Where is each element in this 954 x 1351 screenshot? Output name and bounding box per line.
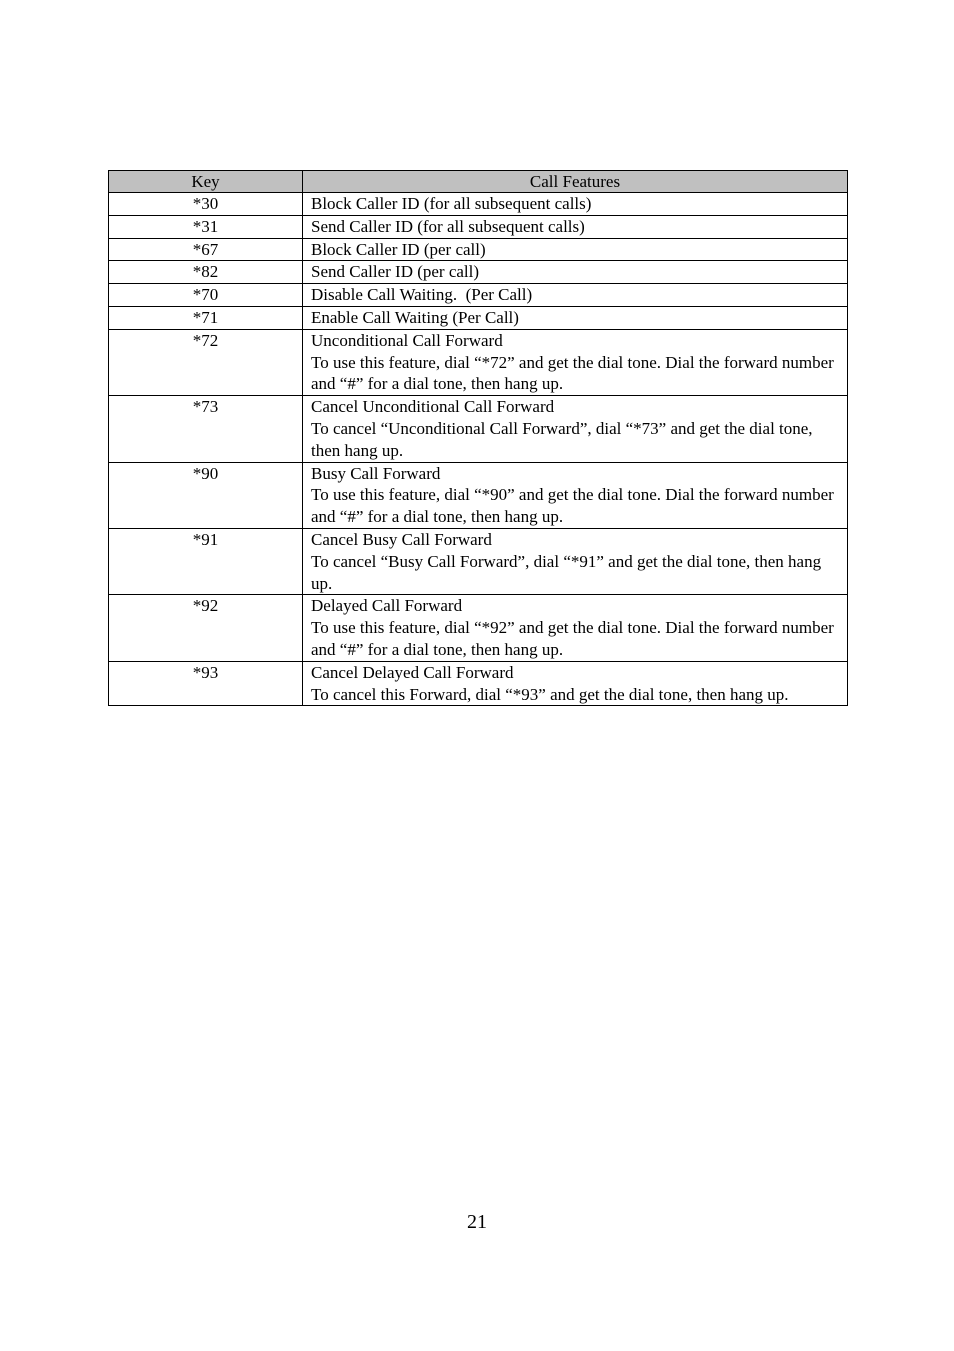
feature-description <box>303 284 848 307</box>
table-row <box>109 661 848 706</box>
feature-key: *67 <box>109 238 303 261</box>
feature-description <box>303 329 848 395</box>
feature-title: Cancel Unconditional Call Forward <box>311 397 555 417</box>
feature-detail: To use this feature, dial “*90” and get the dial tone. Dial the forward number and “#” for a dial tone, then hang up. <box>311 485 834 527</box>
table-row <box>109 261 848 284</box>
column-header-key: Key <box>109 171 303 193</box>
feature-detail: To cancel “Unconditional Call Forward”, dial “*73” and get the dial tone, then hang up. <box>311 418 813 460</box>
table-row <box>109 193 848 216</box>
feature-key: *70 <box>109 284 303 307</box>
table-row <box>109 528 848 594</box>
page-number: 21 <box>467 1211 487 1233</box>
feature-description <box>303 462 848 528</box>
feature-title: Unconditional Call Forward <box>311 330 503 350</box>
feature-detail: To use this feature, dial “*92” and get the dial tone. Dial the forward number and “#” for a dial tone, then hang up. <box>311 618 834 659</box>
feature-key: *92 <box>109 595 303 661</box>
table-row <box>109 595 848 661</box>
feature-description <box>303 238 848 261</box>
call-features-table <box>108 170 848 706</box>
feature-detail: To use this feature, dial “*72” and get the dial tone. Dial the forward number and “#” for a dial tone, then hang up. <box>311 352 834 394</box>
table-row <box>109 238 848 261</box>
feature-key: *91 <box>109 528 303 594</box>
feature-description <box>303 661 848 706</box>
feature-key: *72 <box>109 329 303 395</box>
table-header-row <box>109 171 848 193</box>
feature-detail: To cancel this Forward, dial “*93” and get the dial tone, then hang up. <box>311 684 789 704</box>
feature-description <box>303 595 848 661</box>
feature-description <box>303 261 848 284</box>
feature-description <box>303 528 848 594</box>
table-body <box>109 193 848 706</box>
feature-description <box>303 215 848 238</box>
feature-detail: To cancel “Busy Call Forward”, dial “*91” and get the dial tone, then hang up. <box>311 551 822 593</box>
feature-key: *30 <box>109 193 303 216</box>
feature-title: Send Caller ID (for all subsequent calls) <box>311 216 585 236</box>
feature-key: *82 <box>109 261 303 284</box>
feature-description <box>303 306 848 329</box>
feature-description <box>303 193 848 216</box>
feature-key: *93 <box>109 661 303 706</box>
feature-key: *71 <box>109 306 303 329</box>
table-row <box>109 306 848 329</box>
table-row <box>109 462 848 528</box>
feature-key: *31 <box>109 215 303 238</box>
feature-title: Cancel Delayed Call Forward <box>311 662 514 682</box>
feature-title: Send Caller ID (per call) <box>311 262 480 282</box>
column-header-call-features: Call Features <box>303 171 848 193</box>
feature-key: *90 <box>109 462 303 528</box>
feature-title: Block Caller ID (per call) <box>311 239 486 259</box>
feature-title: Enable Call Waiting (Per Call) <box>311 307 519 327</box>
table-row <box>109 284 848 307</box>
feature-title: Cancel Busy Call Forward <box>311 529 492 549</box>
feature-title: Block Caller ID (for all subsequent calls) <box>311 194 592 213</box>
feature-title: Delayed Call Forward <box>311 596 463 616</box>
table-row <box>109 329 848 395</box>
table-row <box>109 215 848 238</box>
feature-key: *73 <box>109 396 303 462</box>
feature-title: Busy Call Forward <box>311 463 441 483</box>
table-row <box>109 396 848 462</box>
feature-description <box>303 396 848 462</box>
feature-title: Disable Call Waiting. (Per Call) <box>311 285 533 305</box>
